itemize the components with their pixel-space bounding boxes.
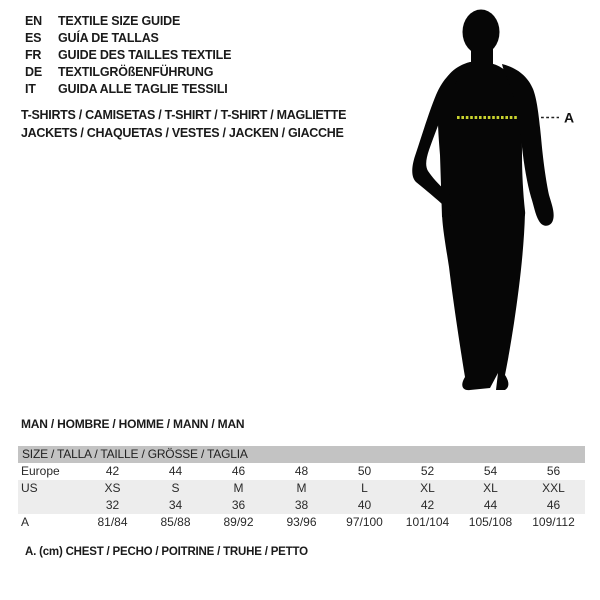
- size-table: [18, 446, 585, 531]
- size-cell: 36: [231, 498, 246, 512]
- size-cell: L: [361, 481, 368, 495]
- chest-footnote: A. (cm) CHEST / PECHO / POITRINE / TRUHE / PETTO: [25, 546, 308, 558]
- size-cell: 46: [231, 464, 246, 478]
- size-cell: 109/112: [532, 515, 575, 529]
- language-list: [25, 12, 231, 97]
- size-cell: 34: [168, 498, 183, 512]
- size-cell: XL: [420, 481, 435, 495]
- category-jackets: JACKETS / CHAQUETAS / VESTES / JACKEN / GIACCHE: [21, 126, 344, 140]
- language-code: EN: [25, 13, 42, 28]
- language-row-en: [25, 12, 231, 29]
- language-label: GUIDE DES TAILLES TEXTILE: [58, 47, 232, 62]
- size-cell: XXL: [542, 481, 565, 495]
- size-cell: 101/104: [405, 515, 450, 529]
- size-cell: 56: [546, 464, 561, 478]
- garment-categories: [21, 106, 346, 142]
- row-label: [18, 497, 81, 514]
- language-code: DE: [25, 64, 42, 79]
- language-label: TEXTILGRÖßENFÜHRUNG: [58, 64, 214, 79]
- size-cell: 105/108: [468, 515, 513, 529]
- size-cell: M: [233, 481, 244, 495]
- size-cell: 42: [105, 464, 120, 478]
- size-cell: 42: [420, 498, 435, 512]
- size-cell: 38: [294, 498, 309, 512]
- size-cell: 81/84: [97, 515, 128, 529]
- table-row-chest-a: [18, 514, 585, 531]
- size-cell: XL: [483, 481, 498, 495]
- size-cell: 50: [357, 464, 372, 478]
- size-cell: 32: [105, 498, 120, 512]
- size-cell: S: [171, 481, 180, 495]
- size-cell: 44: [168, 464, 183, 478]
- language-row-es: [25, 29, 231, 46]
- size-cell: M: [296, 481, 307, 495]
- language-label: GUÍA DE TALLAS: [58, 30, 159, 45]
- size-cell: 46: [546, 498, 561, 512]
- language-label: GUIDA ALLE TAGLIE TESSILI: [58, 81, 228, 96]
- size-cell: 85/88: [160, 515, 191, 529]
- size-cell: 97/100: [346, 515, 383, 529]
- language-label: TEXTILE SIZE GUIDE: [58, 13, 181, 28]
- category-tshirts: T-SHIRTS / CAMISETAS / T-SHIRT / T-SHIRT / MAGLIETTE: [21, 108, 347, 122]
- table-row-europe: [18, 463, 585, 480]
- silhouette-legs: [442, 211, 525, 390]
- measure-label-a: A: [564, 109, 575, 126]
- row-label: A: [21, 515, 30, 529]
- size-cell: 40: [357, 498, 372, 512]
- language-row-fr: [25, 46, 231, 63]
- table-row-us: [18, 480, 585, 497]
- row-label: Europe: [21, 464, 60, 478]
- size-cell: 93/96: [286, 515, 317, 529]
- size-cell: 54: [483, 464, 498, 478]
- size-cell: 52: [420, 464, 435, 478]
- language-code: FR: [25, 47, 42, 62]
- size-cell: 44: [483, 498, 498, 512]
- size-table-header: SIZE / TALLA / TAILLE / GRÖSSE / TAGLIA: [18, 446, 585, 463]
- man-silhouette-svg: [400, 5, 585, 395]
- section-title-man: MAN / HOMBRE / HOMME / MANN / MAN: [21, 417, 245, 431]
- language-code: IT: [25, 81, 36, 96]
- size-cell: XS: [104, 481, 121, 495]
- man-silhouette-figure: [400, 5, 585, 395]
- table-row-numeric: [18, 497, 585, 514]
- language-row-it: [25, 80, 231, 97]
- row-label: US: [21, 481, 38, 495]
- size-cell: 48: [294, 464, 309, 478]
- language-row-de: [25, 63, 231, 80]
- language-code: ES: [25, 30, 42, 45]
- size-cell: 89/92: [223, 515, 254, 529]
